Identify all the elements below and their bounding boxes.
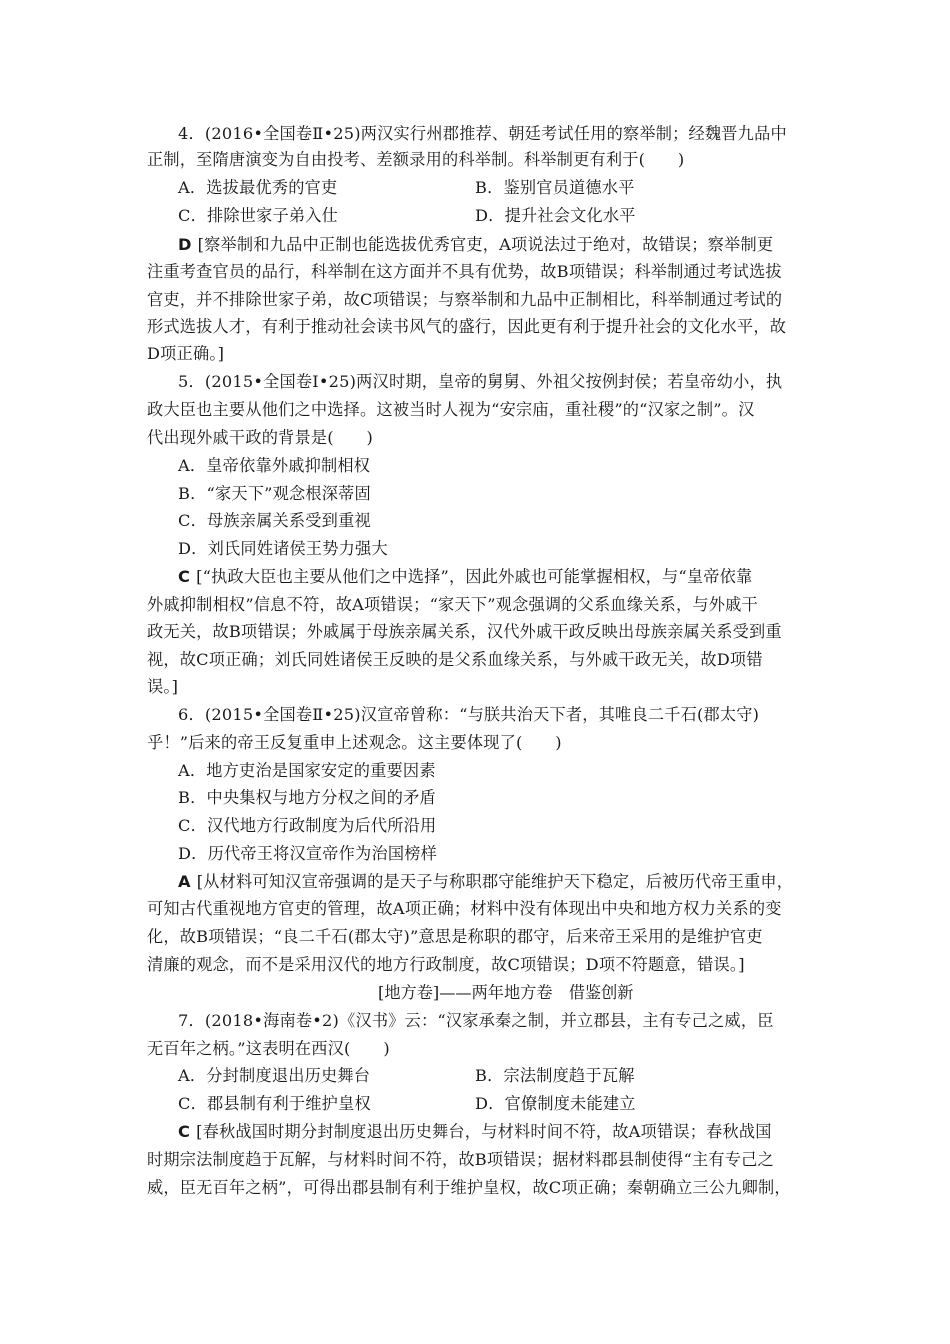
q6-explanation-line-1 — [178, 872, 793, 892]
q4-option-c: C．排除世家子弟入仕 — [178, 206, 339, 225]
q4-explanation-line-4: 形式选拔人才，有利于推动社会读书风气的盛行，因此更有利于提升社会的文化水平，故 — [147, 317, 787, 336]
q7-option-c: C．郡县制有利于维护皇权 — [178, 1094, 371, 1113]
q6-option-d: D．历代帝王将汉宣帝作为治国榜样 — [178, 844, 437, 863]
q4-explanation-line-1 — [178, 235, 773, 255]
q5-option-c: C．母族亲属关系受到重视 — [178, 511, 371, 530]
q4-answer: D — [178, 235, 192, 254]
q7-option-d: D．官僚制度未能建立 — [475, 1094, 636, 1113]
q7-answer: C — [178, 1122, 191, 1141]
q4-option-b: B．鉴别官员道德水平 — [475, 178, 635, 197]
q6-explanation-line-2: 可知古代重视地方官吏的管理，故A项正确；材料中没有体现出中央和地方权力关系的变 — [147, 899, 782, 918]
q6-option-c: C．汉代地方行政制度为后代所沿用 — [178, 816, 437, 835]
q6-explanation-line-3: 化，故B项错误；“良二千石(郡太守)”意思是称职的郡守，后来帝王采用的是维护官吏 — [147, 927, 763, 946]
q7-explanation-text-1: [春秋战国时期分封制度退出历史舞台，与材料时间不符，故A项错误；春秋战国 — [196, 1122, 772, 1141]
q5-explanation-line-1 — [178, 567, 752, 587]
q7-explanation-line-1 — [178, 1122, 772, 1142]
q4-stem-line-2: 正制，至隋唐演变为自由投考、差额录用的科举制。科举制更有利于( ) — [147, 150, 685, 169]
q7-stem-line-1: 7．(2018•海南卷•2)《汉书》云：“汉家承秦之制，并立郡县，主有专己之威，臣 — [178, 1011, 774, 1030]
q5-option-d: D．刘氏同姓诸侯王势力强大 — [178, 539, 388, 558]
q6-answer: A — [178, 872, 191, 891]
q5-option-a: A．皇帝依靠外戚抑制相权 — [178, 456, 371, 475]
q7-explanation-line-2: 时期宗法制度趋于瓦解，与材料时间不符，故B项错误；据材料郡县制使得“主有专己之 — [147, 1150, 774, 1169]
q7-stem-line-2: 无百年之柄。”这表明在西汉( ) — [147, 1039, 390, 1058]
q4-stem-line-1: 4．(2016•全国卷Ⅱ•25)两汉实行州郡推荐、朝廷考试任用的察举制；经魏晋九品中 — [178, 124, 787, 143]
q4-explanation-text-1: [察举制和九品中正制也能选拔优秀官吏，A项说法过于绝对，故错误；察举制更 — [197, 235, 774, 254]
q5-explanation-line-2: 外戚抑制相权”信息不符，故A项错误；“家天下”观念强调的父系血缘关系，与外戚干 — [147, 595, 758, 614]
q5-stem-line-3: 代出现外戚干政的背景是( ) — [147, 428, 374, 447]
section-title: [地方卷]——两年地方卷 借鉴创新 — [378, 983, 634, 1002]
q5-explanation-line-5: 误。] — [147, 677, 179, 696]
q7-option-a: A．分封制度退出历史舞台 — [178, 1066, 371, 1085]
q5-stem-line-2: 政大臣也主要从他们之中选择。这被当时人视为“安宗庙，重社稷”的“汉家之制”。汉 — [147, 400, 755, 419]
q5-option-b: B．“家天下”观念根深蒂固 — [178, 484, 371, 503]
q5-stem-line-1: 5．(2015•全国卷Ⅰ•25)两汉时期，皇帝的舅舅、外祖父按例封侯；若皇帝幼小，执 — [178, 372, 783, 391]
q6-explanation-line-4: 清廉的观念，而不是采用汉代的地方行政制度，故C项错误；D项不符题意，错误。] — [147, 955, 745, 974]
q6-explanation-text-1: [从材料可知汉宣帝强调的是天子与称职郡守能维护天下稳定，后被历代帝王重申， — [196, 872, 794, 891]
q7-explanation-line-3: 威，臣无百年之柄”，可得出郡县制有利于维护皇权，故C项正确；秦朝确立三公九卿制， — [147, 1178, 791, 1197]
q6-option-a: A．地方吏治是国家安定的重要因素 — [178, 761, 436, 780]
q6-stem-line-1: 6．(2015•全国卷Ⅱ•25)汉宣帝曾称：“与朕共治天下者，其唯良二千石(郡太守) — [178, 705, 760, 724]
q5-answer: C — [178, 567, 191, 586]
q5-explanation-line-3: 政无关，故B项错误；外戚属于母族亲属关系，汉代外戚干政反映出母族亲属关系受到重 — [147, 622, 782, 641]
q6-stem-line-2: 乎！”后来的帝王反复重申上述观念。这主要体现了( ) — [147, 733, 562, 752]
q7-option-b: B．宗法制度趋于瓦解 — [475, 1066, 635, 1085]
q4-explanation-line-3: 官吏，并不排除世家子弟，故C项错误；与察举制和九品中正制相比，科举制通过考试的 — [147, 290, 783, 309]
q4-option-d: D．提升社会文化水平 — [475, 206, 636, 225]
q6-option-b: B．中央集权与地方分权之间的矛盾 — [178, 788, 436, 807]
q5-explanation-line-4: 视，故C项正确；刘氏同姓诸侯王反映的是父系血缘关系，与外戚干政无关，故D项错 — [147, 650, 763, 669]
q4-explanation-line-5: D项正确。] — [147, 344, 225, 363]
q5-explanation-text-1: [“执政大臣也主要从他们之中选择”，因此外戚也可能掌握相权，与“皇帝依靠 — [196, 567, 753, 586]
q4-option-a: A．选拔最优秀的官吏 — [178, 178, 338, 197]
q4-explanation-line-2: 注重考查官员的品行，科举制在这方面并不具有优势，故B项错误；科举制通过考试选拔 — [147, 262, 782, 281]
